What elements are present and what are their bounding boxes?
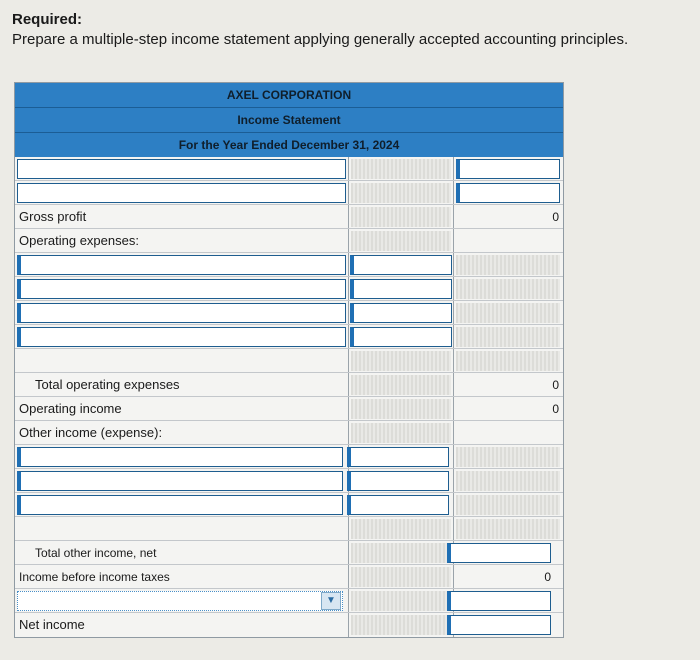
other-amount-input[interactable] <box>347 495 449 515</box>
expense-account-input[interactable] <box>17 327 346 347</box>
total-cell-disabled <box>456 255 560 275</box>
amount-cell-disabled <box>351 615 451 635</box>
operating-income-label: Operating income <box>19 401 122 416</box>
table-row <box>15 613 563 637</box>
expense-amount-input[interactable] <box>350 279 452 299</box>
table-row <box>15 253 563 277</box>
net-income-label: Net income <box>19 617 85 632</box>
amount-cell-disabled <box>351 207 451 227</box>
total-input[interactable] <box>456 183 560 203</box>
total-other-income-label: Total other income, net <box>35 546 157 560</box>
tax-amount-input[interactable] <box>447 591 551 611</box>
amount-cell-disabled <box>351 423 451 443</box>
total-input[interactable] <box>456 159 560 179</box>
gross-profit-value: 0 <box>552 210 559 224</box>
other-income-label: Other income (expense): <box>19 425 163 440</box>
expense-amount-input[interactable] <box>350 255 452 275</box>
other-account-input[interactable] <box>17 495 343 515</box>
table-row <box>15 421 563 445</box>
income-before-taxes-value: 0 <box>544 570 551 584</box>
income-statement-worksheet <box>14 82 564 638</box>
operating-income-value: 0 <box>552 402 559 416</box>
table-row <box>15 469 563 493</box>
table-row <box>15 181 563 205</box>
expense-amount-input[interactable] <box>350 327 452 347</box>
other-amount-input[interactable] <box>347 447 449 467</box>
amount-cell-disabled <box>351 159 451 179</box>
other-amount-input[interactable] <box>347 471 449 491</box>
amount-cell-disabled <box>351 567 451 587</box>
total-cell-disabled <box>456 447 560 467</box>
total-cell-disabled <box>456 279 560 299</box>
table-row <box>15 229 563 253</box>
chevron-down-icon[interactable]: ▼ <box>321 592 341 610</box>
required-heading: Required: <box>12 11 83 28</box>
amount-cell-disabled <box>351 231 451 251</box>
table-row <box>15 349 563 373</box>
total-cell-disabled <box>456 495 560 515</box>
company-name: AXEL CORPORATION <box>226 88 352 102</box>
amount-cell-disabled <box>351 351 451 371</box>
table-row <box>15 445 563 469</box>
statement-header <box>15 83 563 157</box>
other-account-input[interactable] <box>17 471 343 491</box>
tax-account-select[interactable] <box>17 591 343 611</box>
table-row <box>15 157 563 181</box>
table-row <box>15 493 563 517</box>
instructions <box>12 10 628 50</box>
amount-cell-disabled <box>351 591 451 611</box>
table-row <box>15 277 563 301</box>
account-input[interactable] <box>17 159 346 179</box>
expense-amount-input[interactable] <box>350 303 452 323</box>
total-cell-disabled <box>456 351 560 371</box>
total-cell-disabled <box>456 471 560 491</box>
statement-period: For the Year Ended December 31, 2024 <box>178 138 400 152</box>
gross-profit-label: Gross profit <box>19 209 87 224</box>
table-row <box>15 205 563 229</box>
statement-title: Income Statement <box>237 113 341 127</box>
table-row <box>15 565 563 589</box>
table-row <box>15 325 563 349</box>
total-cell-disabled <box>456 303 560 323</box>
table-row <box>15 373 563 397</box>
table-row <box>15 301 563 325</box>
table-row <box>15 589 563 613</box>
expense-account-input[interactable] <box>17 279 346 299</box>
total-other-income-input[interactable] <box>447 543 551 563</box>
expense-account-input[interactable] <box>17 255 346 275</box>
table-row <box>15 517 563 541</box>
total-cell-disabled <box>456 327 560 347</box>
required-text: Prepare a multiple-step income statement applying generally accepted accounting principles. <box>12 31 629 48</box>
amount-cell-disabled <box>351 183 451 203</box>
other-account-input[interactable] <box>17 447 343 467</box>
expense-account-input[interactable] <box>17 303 346 323</box>
table-row <box>15 397 563 421</box>
total-cell-disabled <box>456 519 560 539</box>
account-input[interactable] <box>17 183 346 203</box>
total-operating-expenses-label: Total operating expenses <box>35 377 180 392</box>
amount-cell-disabled <box>351 399 451 419</box>
operating-expenses-label: Operating expenses: <box>19 233 139 248</box>
amount-cell-disabled <box>351 519 451 539</box>
amount-cell-disabled <box>351 375 451 395</box>
total-operating-expenses-value: 0 <box>552 378 559 392</box>
income-before-taxes-label: Income before income taxes <box>19 570 170 584</box>
net-income-input[interactable] <box>447 615 551 635</box>
table-row <box>15 541 563 565</box>
amount-cell-disabled <box>351 543 451 563</box>
